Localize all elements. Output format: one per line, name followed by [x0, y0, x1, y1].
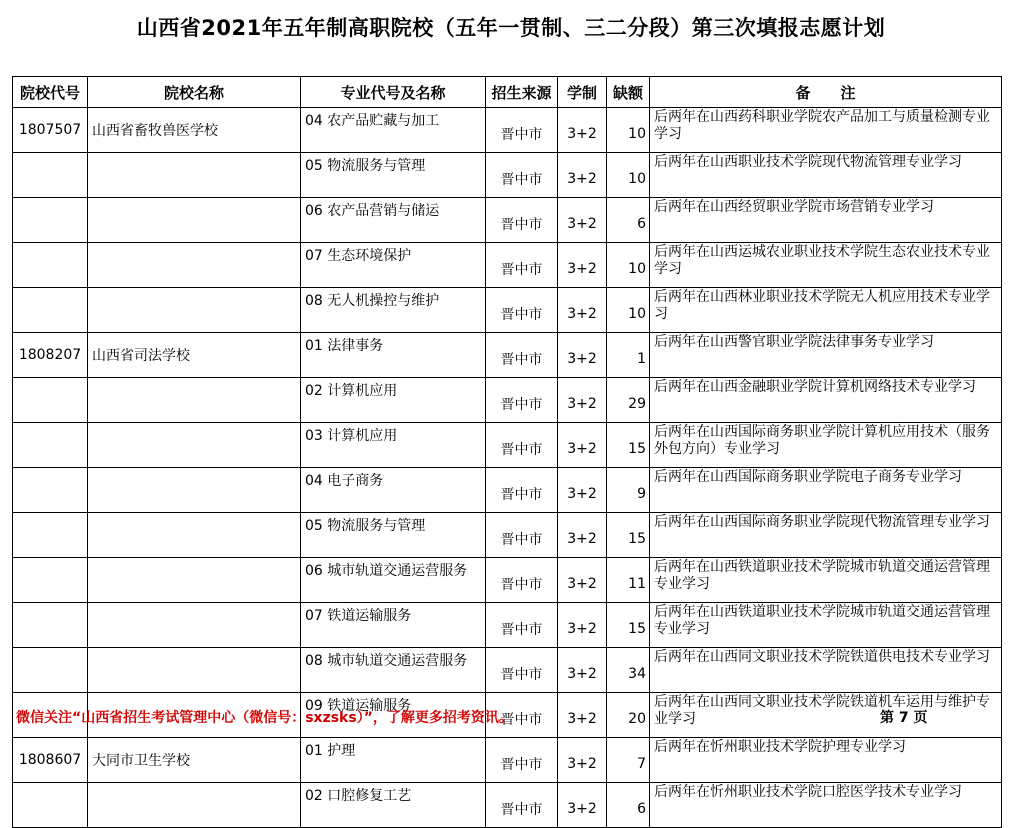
- page-number: 第 7 页: [880, 710, 928, 726]
- system-cell: 3+2: [558, 378, 607, 423]
- source-cell: 晋中市: [486, 693, 558, 738]
- vacancy-cell: 15: [607, 603, 650, 648]
- vacancy-cell: 15: [607, 423, 650, 468]
- school-name-cell: [88, 423, 301, 468]
- vacancy-cell: 15: [607, 513, 650, 558]
- source-cell: 晋中市: [486, 198, 558, 243]
- school-code-cell: [13, 603, 88, 648]
- school-code-cell: [13, 198, 88, 243]
- header-note: 备 注: [650, 77, 1002, 108]
- source-cell: 晋中市: [486, 603, 558, 648]
- major-cell: 08 城市轨道交通运营服务: [301, 648, 486, 693]
- system-cell: 3+2: [558, 153, 607, 198]
- major-cell: 08 无人机操控与维护: [301, 288, 486, 333]
- school-code-cell: [13, 423, 88, 468]
- note-cell: 后两年在山西铁道职业技术学院城市轨道交通运营管理专业学习: [650, 558, 1002, 603]
- vacancy-cell: 11: [607, 558, 650, 603]
- school-code-cell: 1807507: [13, 108, 88, 153]
- table-row: [13, 558, 1002, 603]
- header-system: 学制: [558, 77, 607, 108]
- major-cell: 02 计算机应用: [301, 378, 486, 423]
- note-cell: 后两年在山西职业技术学院现代物流管理专业学习: [650, 153, 1002, 198]
- school-code-cell: [13, 558, 88, 603]
- system-cell: 3+2: [558, 513, 607, 558]
- source-cell: 晋中市: [486, 648, 558, 693]
- header-code: 院校代号: [13, 77, 88, 108]
- header-name: 院校名称: [88, 77, 301, 108]
- major-cell: 06 农产品营销与储运: [301, 198, 486, 243]
- major-cell: 04 电子商务: [301, 468, 486, 513]
- table-row: [13, 198, 1002, 243]
- school-code-cell: [13, 243, 88, 288]
- system-cell: 3+2: [558, 108, 607, 153]
- vacancy-cell: 10: [607, 153, 650, 198]
- major-cell: 07 铁道运输服务: [301, 603, 486, 648]
- system-cell: 3+2: [558, 288, 607, 333]
- vacancy-cell: 7: [607, 738, 650, 783]
- school-code-cell: [13, 153, 88, 198]
- vacancy-cell: 6: [607, 198, 650, 243]
- major-cell: 03 计算机应用: [301, 423, 486, 468]
- table-row: [13, 378, 1002, 423]
- system-cell: 3+2: [558, 243, 607, 288]
- note-cell: 后两年在山西药科职业学院农产品加工与质量检测专业学习: [650, 108, 1002, 153]
- system-cell: 3+2: [558, 783, 607, 828]
- vacancy-cell: 10: [607, 288, 650, 333]
- school-code-cell: 1808207: [13, 333, 88, 378]
- table-row: [13, 603, 1002, 648]
- table-row: [13, 288, 1002, 333]
- school-name-cell: 山西省司法学校: [88, 333, 301, 378]
- school-name-cell: [88, 558, 301, 603]
- note-cell: 后两年在山西林业职业技术学院无人机应用技术专业学习: [650, 288, 1002, 333]
- header-source: 招生来源: [486, 77, 558, 108]
- source-cell: 晋中市: [486, 783, 558, 828]
- note-cell: 后两年在山西金融职业学院计算机网络技术专业学习: [650, 378, 1002, 423]
- source-cell: 晋中市: [486, 423, 558, 468]
- school-code-cell: [13, 468, 88, 513]
- table-row: [13, 108, 1002, 153]
- note-cell: 后两年在山西同文职业技术学院铁道机车运用与维护专业学习: [650, 693, 1002, 738]
- school-name-cell: [88, 153, 301, 198]
- system-cell: 3+2: [558, 198, 607, 243]
- source-cell: 晋中市: [486, 468, 558, 513]
- table-row: [13, 423, 1002, 468]
- major-cell: 04 农产品贮藏与加工: [301, 108, 486, 153]
- major-cell: 09 铁道运输服务: [301, 693, 486, 738]
- header-major: 专业代号及名称: [301, 77, 486, 108]
- system-cell: 3+2: [558, 558, 607, 603]
- source-cell: 晋中市: [486, 513, 558, 558]
- vacancy-cell: 1: [607, 333, 650, 378]
- system-cell: 3+2: [558, 423, 607, 468]
- source-cell: 晋中市: [486, 738, 558, 783]
- note-cell: 后两年在忻州职业技术学院护理专业学习: [650, 738, 1002, 783]
- note-cell: 后两年在山西国际商务职业学院现代物流管理专业学习: [650, 513, 1002, 558]
- note-cell: 后两年在山西国际商务职业学院电子商务专业学习: [650, 468, 1002, 513]
- note-cell: 后两年在山西警官职业学院法律事务专业学习: [650, 333, 1002, 378]
- major-cell: 01 护理: [301, 738, 486, 783]
- vacancy-cell: 34: [607, 648, 650, 693]
- source-cell: 晋中市: [486, 378, 558, 423]
- school-name-cell: [88, 198, 301, 243]
- school-name-cell: [88, 513, 301, 558]
- major-cell: 07 生态环境保护: [301, 243, 486, 288]
- major-cell: 05 物流服务与管理: [301, 513, 486, 558]
- note-cell: 后两年在山西经贸职业学院市场营销专业学习: [650, 198, 1002, 243]
- source-cell: 晋中市: [486, 558, 558, 603]
- school-code-cell: [13, 378, 88, 423]
- note-cell: 后两年在忻州职业技术学院口腔医学技术专业学习: [650, 783, 1002, 828]
- system-cell: 3+2: [558, 603, 607, 648]
- system-cell: 3+2: [558, 693, 607, 738]
- note-cell: 后两年在山西铁道职业技术学院城市轨道交通运营管理专业学习: [650, 603, 1002, 648]
- note-cell: 后两年在山西国际商务职业学院计算机应用技术（服务外包方向）专业学习: [650, 423, 1002, 468]
- note-cell: 后两年在山西同文职业技术学院铁道供电技术专业学习: [650, 648, 1002, 693]
- system-cell: 3+2: [558, 468, 607, 513]
- note-cell: 后两年在山西运城农业职业技术学院生态农业技术专业学习: [650, 243, 1002, 288]
- school-name-cell: [88, 603, 301, 648]
- vacancy-cell: 29: [607, 378, 650, 423]
- table-row: [13, 153, 1002, 198]
- school-name-cell: 山西省畜牧兽医学校: [88, 108, 301, 153]
- source-cell: 晋中市: [486, 243, 558, 288]
- major-cell: 05 物流服务与管理: [301, 153, 486, 198]
- table-row: [13, 513, 1002, 558]
- system-cell: 3+2: [558, 738, 607, 783]
- source-cell: 晋中市: [486, 333, 558, 378]
- source-cell: 晋中市: [486, 108, 558, 153]
- school-name-cell: [88, 288, 301, 333]
- table-row: [13, 648, 1002, 693]
- vacancy-cell: 10: [607, 108, 650, 153]
- vacancy-cell: 6: [607, 783, 650, 828]
- table-row: [13, 738, 1002, 783]
- major-cell: 06 城市轨道交通运营服务: [301, 558, 486, 603]
- vacancy-cell: 9: [607, 468, 650, 513]
- system-cell: 3+2: [558, 648, 607, 693]
- school-name-cell: [88, 783, 301, 828]
- vacancy-cell: 10: [607, 243, 650, 288]
- major-cell: 01 法律事务: [301, 333, 486, 378]
- table-row: [13, 783, 1002, 828]
- school-name-cell: [88, 468, 301, 513]
- school-name-cell: [88, 378, 301, 423]
- major-cell: 02 口腔修复工艺: [301, 783, 486, 828]
- table-row: [13, 243, 1002, 288]
- page-title: 山西省2021年五年制高职院校（五年一贯制、三二分段）第三次填报志愿计划: [136, 16, 886, 40]
- school-code-cell: 1808607: [13, 738, 88, 783]
- source-cell: 晋中市: [486, 288, 558, 333]
- footer-notice: 微信关注“山西省招生考试管理中心（微信号：sxzsks）”，了解更多招考资讯。: [16, 710, 513, 726]
- school-code-cell: [13, 648, 88, 693]
- header-vacancy: 缺额: [607, 77, 650, 108]
- source-cell: 晋中市: [486, 153, 558, 198]
- table-row: [13, 468, 1002, 513]
- school-code-cell: [13, 513, 88, 558]
- vacancy-cell: 20: [607, 693, 650, 738]
- school-code-cell: [13, 783, 88, 828]
- system-cell: 3+2: [558, 333, 607, 378]
- school-name-cell: 大同市卫生学校: [88, 738, 301, 783]
- school-name-cell: [88, 243, 301, 288]
- school-code-cell: [13, 288, 88, 333]
- table-row: [13, 333, 1002, 378]
- school-name-cell: [88, 648, 301, 693]
- table-header-row: [13, 77, 1002, 108]
